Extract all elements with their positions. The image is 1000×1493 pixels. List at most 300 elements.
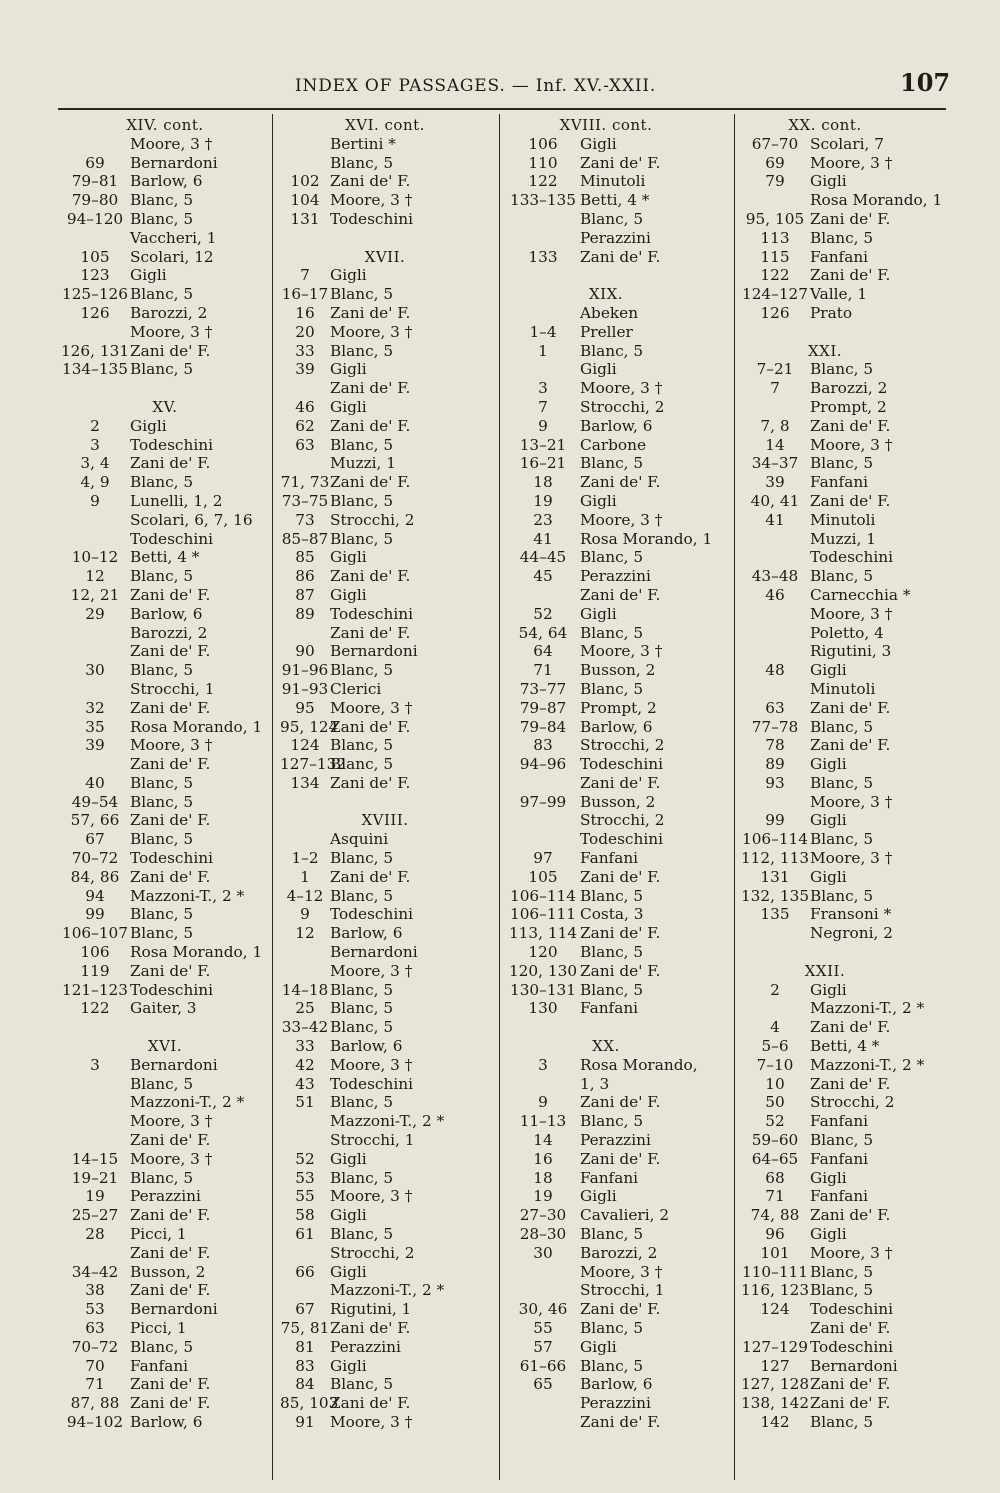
commentator-reference: Blanc, 5 [330,1225,394,1244]
commentator-reference: Picci, 1 [130,1225,187,1244]
section-heading: XXII. [804,961,846,980]
index-entry [280,1075,492,1094]
line-reference: 68 [765,1168,785,1187]
line-reference: 127, 128 [740,1375,810,1394]
index-entry [280,1018,492,1037]
commentator-reference: Moore, 3 † [810,792,893,811]
index-entry [740,661,955,680]
line-reference: 23 [533,510,553,529]
index-entry [506,454,730,473]
index-entry [506,172,730,191]
column-rule [272,114,273,1480]
index-entry [280,436,492,455]
line-reference: 94–120 [66,209,124,228]
index-entry [60,1319,270,1338]
index-entry [60,191,270,210]
commentator-reference: Busson, 2 [580,661,656,680]
commentator-reference: Blanc, 5 [330,285,394,304]
commentator-reference: Perazzini [580,1394,651,1413]
commentator-reference: Blanc, 5 [330,529,394,548]
index-entry [506,586,730,605]
line-reference: 89 [765,755,785,774]
section-heading: XXI. [807,341,843,360]
index-entry [280,868,492,887]
line-reference: 3 [90,1055,100,1074]
line-reference: 1–4 [529,322,557,341]
commentator-reference: Blanc, 5 [330,755,394,774]
commentator-reference: Blanc, 5 [580,209,644,228]
index-entry [740,755,955,774]
index-entry [60,1206,270,1225]
commentator-reference: Moore, 3 † [810,1243,893,1262]
line-reference: 124 [760,1300,790,1319]
index-entry [60,924,270,943]
index-entry [740,1263,955,1282]
commentator-reference: Fanfani [580,999,639,1018]
commentator-reference: Gigli [810,1225,847,1244]
line-reference [506,1263,580,1282]
index-entry [740,1244,955,1263]
commentator-reference: Fanfani [810,247,869,266]
commentator-reference: Blanc, 5 [330,435,394,454]
commentator-reference: Barlow, 6 [330,1037,403,1056]
index-entry [506,1131,730,1150]
index-entry [740,680,955,699]
line-reference: 3 [90,435,100,454]
commentator-reference: Prompt, 2 [810,397,887,416]
line-reference: 19 [533,1187,553,1206]
line-reference: 42 [295,1055,315,1074]
index-entry [740,586,955,605]
index-entry [280,454,492,473]
index-entry [280,642,492,661]
index-entry [506,1206,730,1225]
line-reference [60,135,130,154]
index-entry [506,1225,730,1244]
commentator-reference: Fanfani [580,1168,639,1187]
index-entry [506,379,730,398]
line-reference: 105 [528,867,558,886]
commentator-reference: Rigutini, 1 [330,1300,412,1319]
commentator-reference: Fransoni * [810,905,892,924]
line-reference: 101 [760,1243,790,1262]
index-entry [60,1244,270,1263]
index-entry [280,849,492,868]
commentator-reference: Gigli [580,134,617,153]
commentator-reference: Zani de' F. [810,266,891,285]
index-entry [280,943,492,962]
line-reference: 67 [295,1300,315,1319]
line-reference: 126, 131 [60,341,130,360]
commentator-reference: Blanc, 5 [330,849,394,868]
commentator-reference: Perazzini [330,1337,401,1356]
commentator-reference: Minutoli [580,172,646,191]
commentator-reference: Zani de' F. [330,379,411,398]
line-reference [280,962,330,981]
commentator-reference: Zani de' F. [330,473,411,492]
line-reference: 3 [538,1055,548,1074]
commentator-reference: Blanc, 5 [580,1356,644,1375]
index-column-1 [60,116,270,1432]
commentator-reference: Poletto, 4 [810,623,884,642]
index-entry [740,1150,955,1169]
line-reference: 9 [90,491,100,510]
commentator-reference: Zani de' F. [810,1074,891,1093]
commentator-reference: Moore, 3 † [810,849,893,868]
commentator-reference: Fanfani [810,1112,869,1131]
index-entry [280,398,492,417]
commentator-reference: Scolari, 6, 7, 16 [130,510,253,529]
index-entry [280,1187,492,1206]
index-entry [740,210,955,229]
line-reference [506,830,580,849]
commentator-reference: Betti, 4 * [580,191,650,210]
line-reference: 79–81 [71,172,119,191]
commentator-reference: Gigli [580,1187,617,1206]
index-entry [60,661,270,680]
line-reference: 124–127 [741,285,809,304]
index-entry [740,868,955,887]
index-entry [506,511,730,530]
line-reference: 106–114 [509,886,577,905]
index-entry [280,1037,492,1056]
commentator-reference: Blanc, 5 [330,980,394,999]
line-reference: 99 [765,811,785,830]
commentator-reference: Moore, 3 † [580,379,663,398]
index-entry [506,830,730,849]
index-entry [740,1056,955,1075]
line-reference: 120 [528,943,558,962]
commentator-reference: Blanc, 5 [330,1168,394,1187]
index-entry [506,868,730,887]
commentator-reference: Blanc, 5 [130,830,194,849]
index-entry [506,1056,730,1075]
commentator-reference: Blanc, 5 [580,1112,644,1131]
commentator-reference: Gigli [130,266,167,285]
commentator-reference: Rosa Morando, [580,1055,698,1074]
commentator-reference: Blanc, 5 [810,228,874,247]
line-reference [60,1244,130,1263]
line-reference: 33–42 [281,1018,329,1037]
index-entry [740,811,955,830]
index-entry [740,1394,955,1413]
line-reference: 1 [300,867,310,886]
index-entry [740,473,955,492]
commentator-reference: Fanfani [810,1187,869,1206]
index-entry [740,379,955,398]
section-heading: XVII. [364,247,406,266]
commentator-reference: Blanc, 5 [130,285,194,304]
line-reference: 78 [765,736,785,755]
section-heading: XVI. cont. [345,116,425,134]
index-entry [740,624,955,643]
index-entry [60,285,270,304]
line-reference [60,755,130,774]
commentator-reference: Moore, 3 † [810,435,893,454]
line-reference: 61–66 [519,1356,567,1375]
commentator-reference: Gigli [330,548,367,567]
line-reference: 33 [295,341,315,360]
commentator-reference: Blanc, 5 [810,830,874,849]
line-reference: 43 [295,1074,315,1093]
line-reference: 89 [295,604,315,623]
line-reference: 50 [765,1093,785,1112]
commentator-reference: Mazzoni-T., 2 * [810,999,925,1018]
line-reference: 10 [765,1074,785,1093]
line-reference: 33 [295,1037,315,1056]
line-reference: 127 [760,1356,790,1375]
line-reference: 45 [533,567,553,586]
commentator-reference: Moore, 3 † [330,1412,413,1431]
index-entry [280,1225,492,1244]
index-entry [280,774,492,793]
section-heading: XIV. cont. [126,116,204,134]
line-reference [740,680,810,699]
line-reference: 85 [295,548,315,567]
line-reference: 112, 113 [740,849,810,868]
index-entry [280,586,492,605]
commentator-reference: Zani de' F. [330,303,411,322]
index-entry [740,718,955,737]
index-entry [506,1169,730,1188]
line-reference: 12 [85,567,105,586]
section-heading: XV. [152,397,178,416]
commentator-reference: Zani de' F. [130,1281,211,1300]
commentator-reference: Mazzoni-T., 2 * [330,1112,445,1131]
line-reference [506,1281,580,1300]
line-reference [506,1413,580,1432]
line-reference: 106–114 [741,830,809,849]
line-reference: 9 [538,1093,548,1112]
commentator-reference: Gigli [330,1206,367,1225]
line-reference: 18 [533,1168,553,1187]
line-reference [740,398,810,417]
index-entry [506,905,730,924]
line-reference: 106 [80,943,110,962]
line-reference: 113, 114 [508,924,578,943]
line-reference [740,624,810,643]
line-reference: 116, 123 [740,1281,810,1300]
commentator-reference: Blanc, 5 [330,886,394,905]
index-entry [740,454,955,473]
commentator-reference: Blanc, 5 [330,153,394,172]
line-reference: 63 [765,698,785,717]
commentator-reference: Blanc, 5 [580,623,644,642]
line-reference: 9 [538,416,548,435]
line-reference: 70–72 [71,849,119,868]
line-reference: 110–111 [741,1262,809,1281]
line-reference [506,229,580,248]
line-reference: 79–87 [519,698,567,717]
index-entry [740,492,955,511]
index-entry [60,1263,270,1282]
line-reference: 97 [533,849,553,868]
index-entry [740,1319,955,1338]
index-entry [740,248,955,267]
commentator-reference: Bernardoni [130,1300,218,1319]
line-reference: 79 [765,172,785,191]
index-entry [60,1131,270,1150]
index-entry [506,548,730,567]
commentator-reference: Zani de' F. [130,1206,211,1225]
line-reference: 30 [533,1243,553,1262]
commentator-reference: Zani de' F. [810,1394,891,1413]
commentator-reference: Blanc, 5 [130,360,194,379]
index-entry [280,1169,492,1188]
line-reference: 38 [85,1281,105,1300]
line-reference: 18 [533,473,553,492]
line-reference [60,1075,130,1094]
line-reference: 104 [290,191,320,210]
index-entry [280,1056,492,1075]
line-reference [740,605,810,624]
index-entry [280,379,492,398]
index-entry [740,1225,955,1244]
index-entry [506,360,730,379]
index-entry [506,436,730,455]
commentator-reference: Blanc, 5 [330,491,394,510]
line-reference: 51 [295,1093,315,1112]
commentator-reference: Gigli [330,397,367,416]
commentator-reference: Moore, 3 † [810,604,893,623]
commentator-reference: Moore, 3 † [330,961,413,980]
commentator-reference: Blanc, 5 [130,924,194,943]
commentator-reference: Blanc, 5 [580,980,644,999]
line-reference: 106 [528,134,558,153]
line-reference: 39 [295,360,315,379]
index-entry [280,154,492,173]
commentator-reference: Moore, 3 † [330,698,413,717]
index-entry [280,1357,492,1376]
index-entry [60,229,270,248]
commentator-reference: Fanfani [810,473,869,492]
line-reference: 11–13 [519,1112,567,1131]
commentator-reference: Zani de' F. [580,924,661,943]
commentator-reference: Scolari, 7 [810,134,884,153]
line-reference: 41 [765,510,785,529]
commentator-reference: Valle, 1 [810,285,868,304]
index-entry [506,642,730,661]
line-reference: 135 [760,905,790,924]
commentator-reference: Blanc, 5 [810,717,874,736]
section-heading: XVIII. cont. [559,116,653,134]
index-entry [740,436,955,455]
line-reference: 91–93 [281,679,329,698]
commentator-reference: Rosa Morando, 1 [130,717,263,736]
commentator-reference: Zani de' F. [130,585,211,604]
commentator-reference: Zani de' F. [130,867,211,886]
index-entry [740,135,955,154]
commentator-reference: Mazzoni-T., 2 * [130,886,245,905]
commentator-reference: Moore, 3 † [330,1187,413,1206]
commentator-reference: Todeschini [130,980,213,999]
index-entry [506,1093,730,1112]
commentator-reference: Barlow, 6 [330,924,403,943]
commentator-reference: Zani de' F. [810,698,891,717]
commentator-reference: Gigli [810,811,847,830]
commentator-reference: Zani de' F. [580,867,661,886]
commentator-reference: Carbone [580,435,647,454]
index-entry [60,1225,270,1244]
index-entry [280,285,492,304]
index-entry [280,530,492,549]
commentator-reference: Gigli [580,604,617,623]
commentator-reference: Blanc, 5 [810,567,874,586]
line-reference: 113 [760,228,790,247]
commentator-reference: Zani de' F. [330,773,411,792]
index-entry [60,887,270,906]
line-reference: 105 [80,247,110,266]
commentator-reference: Zani de' F. [810,736,891,755]
index-entry [506,755,730,774]
commentator-reference: Zani de' F. [130,1375,211,1394]
commentator-reference: Abeken [580,303,639,322]
index-entry [506,1394,730,1413]
index-entry [506,154,730,173]
index-entry [740,1281,955,1300]
commentator-reference: Blanc, 5 [130,1168,194,1187]
index-entry [740,642,955,661]
index-entry [280,699,492,718]
line-reference [60,1112,130,1131]
commentator-reference: Moore, 3 † [130,322,213,341]
line-reference [506,210,580,229]
line-reference [280,154,330,173]
line-reference: 97–99 [519,792,567,811]
commentator-reference: Blanc, 5 [130,792,194,811]
index-entry [740,605,955,624]
commentator-reference: Costa, 3 [580,905,644,924]
commentator-reference: Blanc, 5 [810,886,874,905]
line-reference: 91 [295,1412,315,1431]
commentator-reference: Blanc, 5 [130,209,194,228]
commentator-reference: Zani de' F. [130,811,211,830]
commentator-reference: Todeschini [330,1074,413,1093]
line-reference [280,454,330,473]
commentator-reference: Strocchi, 1 [330,1131,415,1150]
column-rule [734,114,735,1480]
index-entry [280,1319,492,1338]
index-entry [740,905,955,924]
commentator-reference: Zani de' F. [580,773,661,792]
index-entry [740,191,955,210]
line-reference: 44–45 [519,548,567,567]
index-entry [280,981,492,1000]
commentator-reference: Gigli [330,266,367,285]
commentator-reference: Zani de' F. [330,1394,411,1413]
commentator-reference: Blanc, 5 [330,999,394,1018]
commentator-reference: Barozzi, 2 [810,379,888,398]
commentator-reference: Bernardoni [330,642,418,661]
commentator-reference: Gigli [810,755,847,774]
line-reference: 122 [760,266,790,285]
line-reference: 122 [528,172,558,191]
line-reference: 19 [533,491,553,510]
commentator-reference: Prato [810,303,853,322]
commentator-reference: Moore, 3 † [130,1112,213,1131]
section-heading: XVIII. [361,811,409,830]
line-reference: 35 [85,717,105,736]
index-entry [506,191,730,210]
line-reference: 49–54 [71,792,119,811]
commentator-reference: Zani de' F. [580,961,661,980]
commentator-reference: Todeschini [810,1300,893,1319]
commentator-reference: Strocchi, 2 [810,1093,895,1112]
line-reference: 79–84 [519,717,567,736]
line-reference: 62 [295,416,315,435]
section-heading: XVI. [147,1037,183,1056]
line-reference: 93 [765,773,785,792]
